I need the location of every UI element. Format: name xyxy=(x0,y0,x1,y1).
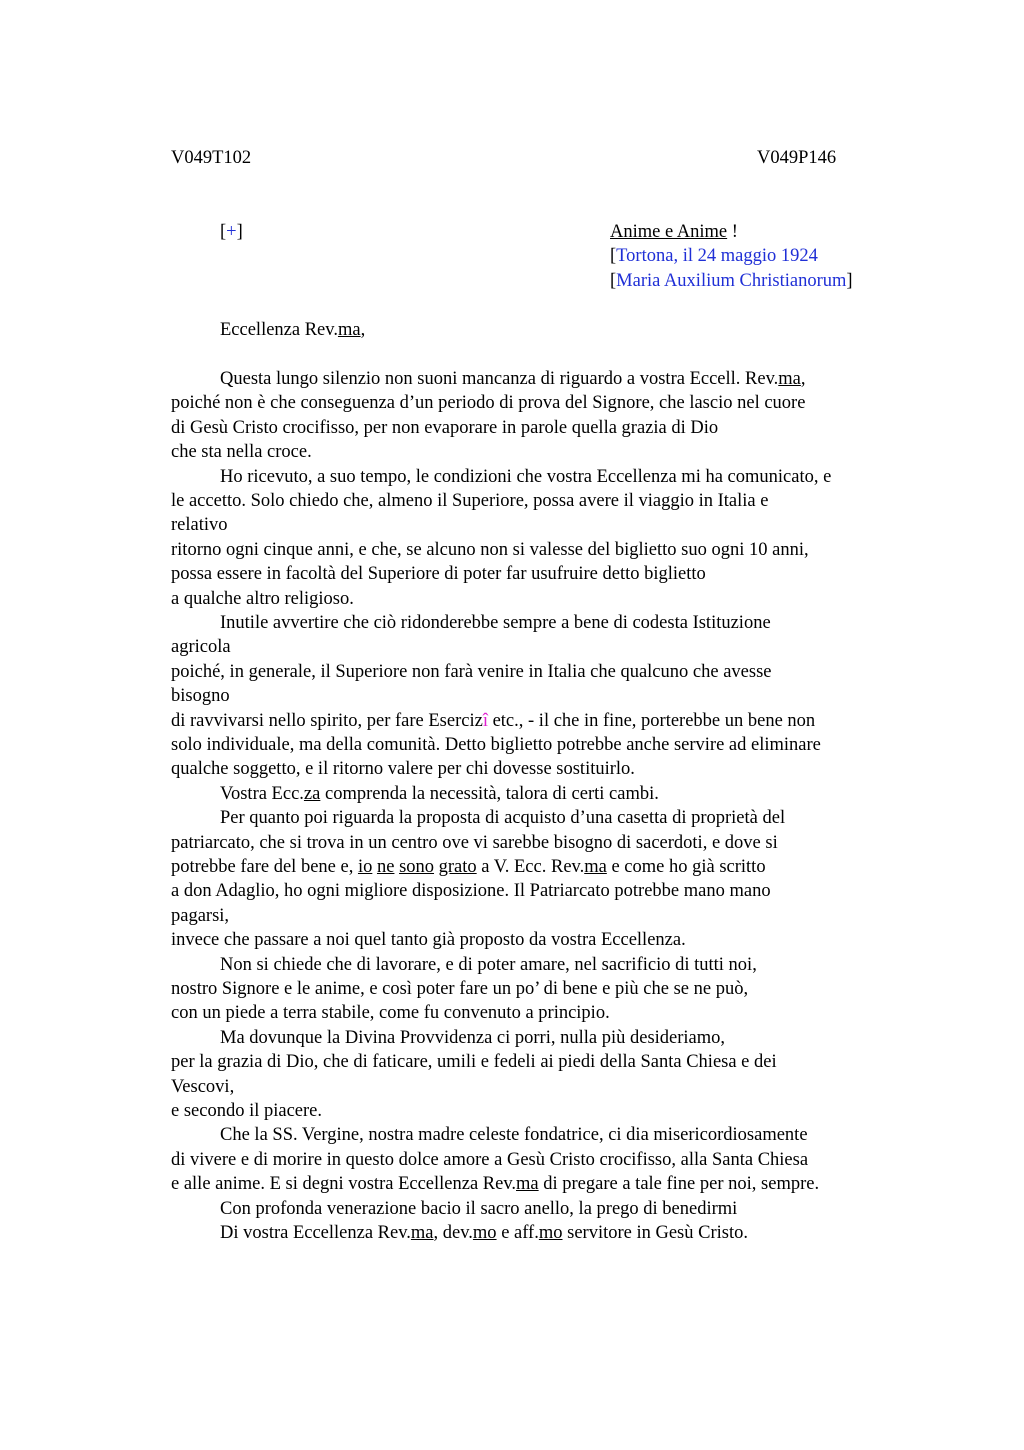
letter-line: solo individuale, ma della comunità. Detto biglietto potrebbe anche servire ad eliminare xyxy=(171,735,821,755)
letter-line: Ho ricevuto, a suo tempo, le condizioni che vostra Eccellenza mi ha comunicato, e xyxy=(220,466,832,487)
letter-line: Non si chiede che di lavorare, e di poter amare, nel sacrificio di tutti noi, xyxy=(220,954,757,975)
letter-line: di ravvivarsi nello spirito, per fare Esercizî etc., - il che in fine, porterebbe un bene non xyxy=(171,710,816,731)
letter-line: agricola xyxy=(171,637,231,658)
letter-line: relativo xyxy=(171,515,228,536)
letter-line: Vescovi, xyxy=(171,1076,235,1097)
letter-line: le accetto. Solo chiedo che, almeno il Superiore, possa avere il viaggio in Italia e xyxy=(171,491,769,511)
letter-line: di vivere e di morire in questo dolce amore a Gesù Cristo crocifisso, alla Santa Chiesa xyxy=(171,1149,809,1170)
motto: [Maria Auxilium Christianorum] xyxy=(610,271,853,291)
letter-line: ritorno ogni cinque anni, e che, se alcuno non si valesse del biglietto suo ogni 10 anni, xyxy=(171,539,809,560)
letter-line: nostro Signore e le anime, e così poter fare un po’ di bene e più che se ne può, xyxy=(171,979,749,999)
letter-line: Che la SS. Vergine, nostra madre celeste fondatrice, ci dia misericordiosamente xyxy=(220,1125,808,1146)
letter-line: Per quanto poi riguarda la proposta di acquisto d’una casetta di proprietà del xyxy=(220,808,786,829)
letter-line: Ma dovunque la Divina Provvidenza ci porri, nulla più desideriamo, xyxy=(220,1027,726,1048)
letter-line: Con profonda venerazione bacio il sacro anello, la prego di benedirmi xyxy=(220,1198,738,1219)
letter-line: e alle anime. E si degni vostra Eccellenza Rev.ma di pregare a tale fine per noi, sempre. xyxy=(171,1174,820,1195)
letter-line: Questa lungo silenzio non suoni mancanza di riguardo a vostra Eccell. Rev.ma, xyxy=(220,369,806,389)
letter-line: Di vostra Eccellenza Rev.ma, dev.mo e aff.mo servitore in Gesù Cristo. xyxy=(220,1223,748,1243)
letter-line: che sta nella croce. xyxy=(171,442,312,463)
letter-line: possa essere in facoltà del Superiore di poter far usufruire detto biglietto xyxy=(171,564,706,585)
letter-line: pagarsi, xyxy=(171,905,230,926)
page-code-right: V049P146 xyxy=(757,148,837,168)
letter-line: potrebbe fare del bene e, io ne sono grato a V. Ecc. Rev.ma e come ho già scritto xyxy=(171,857,766,877)
letter-line: qualche soggetto, e il ritorno valere per chi dovesse sostituirlo. xyxy=(171,759,635,780)
letter-line: e secondo il piacere. xyxy=(171,1101,323,1121)
letter-line: poiché non è che conseguenza d’un periodo di prova del Signore, che lascio nel cuore xyxy=(171,393,806,414)
letter-line: per la grazia di Dio, che di faticare, umili e fedeli ai piedi della Santa Chiesa e dei xyxy=(171,1052,777,1073)
letter-title: Anime e Anime ! xyxy=(610,222,738,242)
salutation: Eccellenza Rev.ma, xyxy=(220,320,366,340)
letter-line: Vostra Ecc.za comprenda la necessità, talora di certi cambi. xyxy=(220,783,659,804)
letter-line: di Gesù Cristo crocifisso, per non evaporare in parole quella grazia di Dio xyxy=(171,417,719,438)
letter-line: bisogno xyxy=(171,686,230,707)
letter-line: patriarcato, che si trova in un centro ove vi sarebbe bisogno di sacerdoti, e dove si xyxy=(171,832,778,853)
place-date: [Tortona, il 24 maggio 1924 xyxy=(610,246,818,266)
cross-mark: [+] xyxy=(220,222,243,242)
letter-line: invece che passare a noi quel tanto già proposto da vostra Eccellenza. xyxy=(171,930,686,951)
letter-line: Inutile avvertire che ciò ridonderebbe sempre a bene di codesta Istituzione xyxy=(220,613,771,633)
letter-line: con un piede a terra stabile, come fu convenuto a principio. xyxy=(171,1003,610,1024)
letter-line: a don Adaglio, ho ogni migliore disposizione. Il Patriarcato potrebbe mano mano xyxy=(171,881,771,902)
doc-code-left: V049T102 xyxy=(171,148,252,168)
letter-line: poiché, in generale, il Superiore non farà venire in Italia che qualcuno che avesse xyxy=(171,661,772,682)
letter-line: a qualche altro religioso. xyxy=(171,588,354,609)
